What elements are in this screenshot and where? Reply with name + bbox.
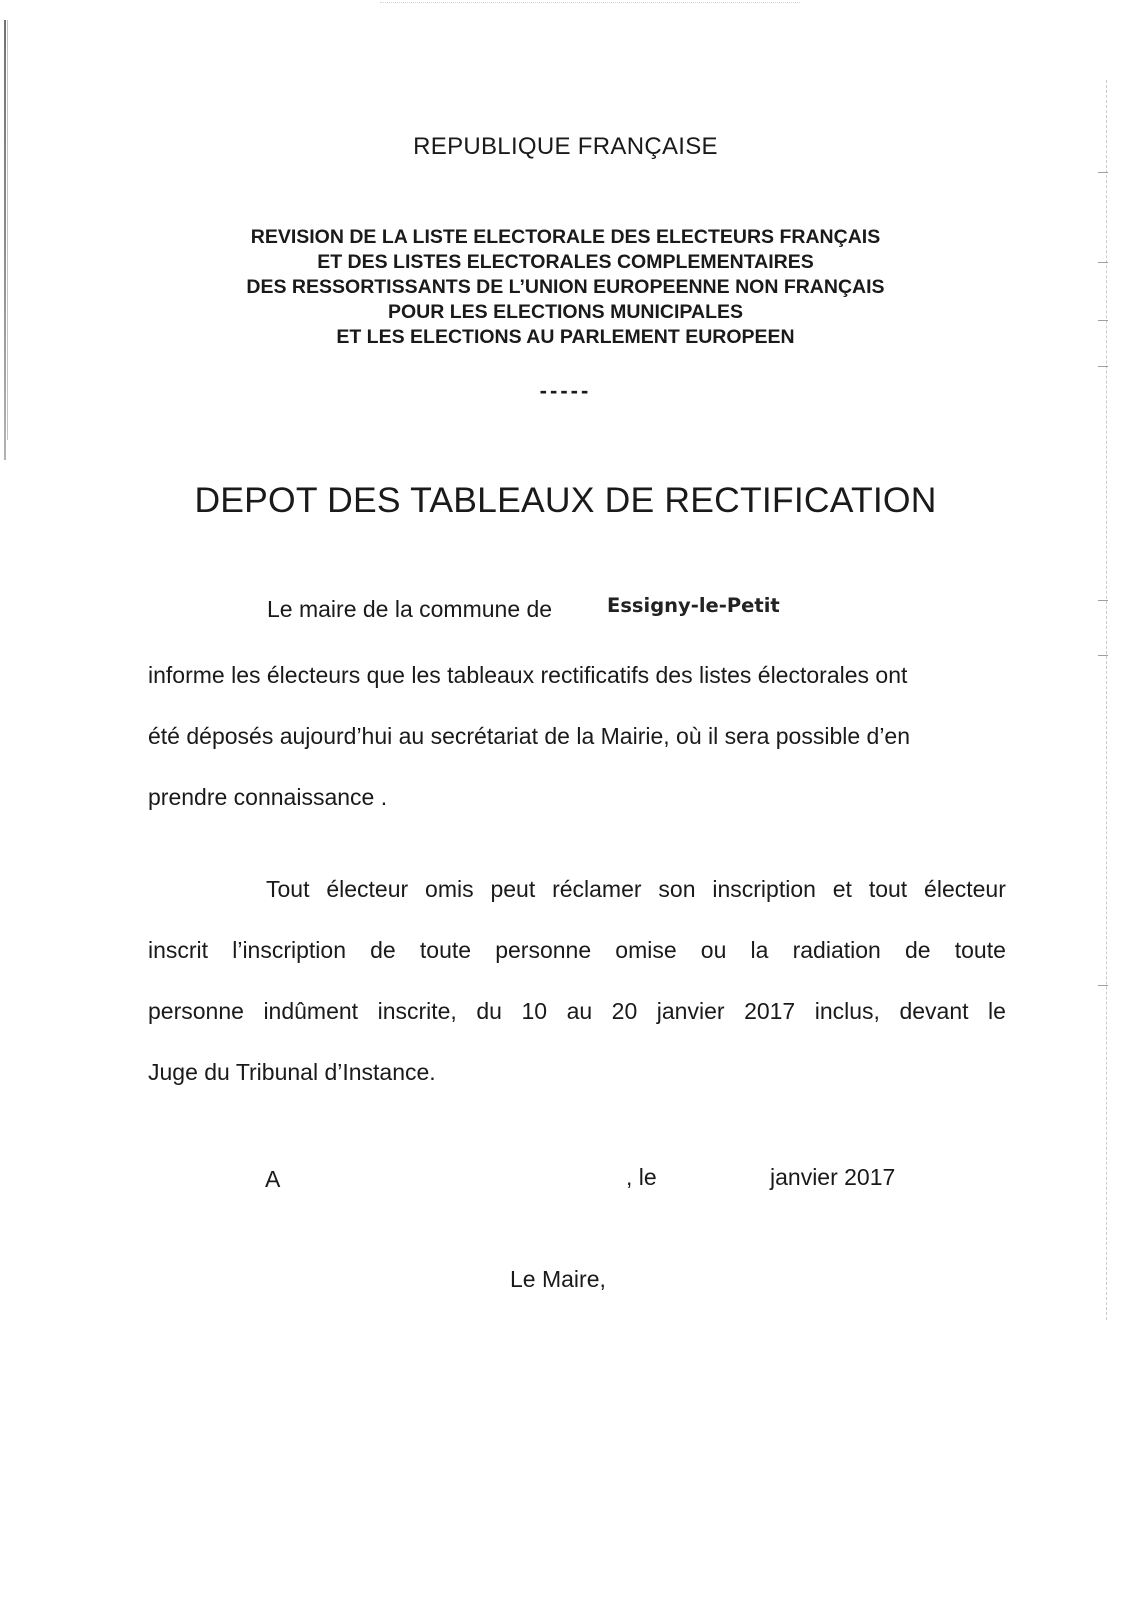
scan-tick: [1098, 655, 1108, 656]
commune-name: Essigny-le-Petit: [607, 594, 780, 617]
date-connector: , le: [626, 1164, 657, 1190]
paragraph-line: inscrit l’inscription de toute personne omise ou la radiation de toute: [148, 937, 1006, 963]
scan-tick: [1098, 172, 1108, 173]
paragraph-line: Tout électeur omis peut réclamer son inscription et tout électeur: [266, 876, 1006, 902]
revision-line: REVISION DE LA LISTE ELECTORALE DES ELECTEURS FRANÇAIS: [250, 226, 881, 248]
revision-line: ET DES LISTES ELECTORALES COMPLEMENTAIRES: [317, 251, 814, 273]
notice-intro: Le maire de la commune de: [267, 596, 553, 622]
revision-line: POUR LES ELECTIONS MUNICIPALES: [388, 301, 743, 323]
document-title: DEPOT DES TABLEAUX DE RECTIFICATION: [194, 480, 937, 520]
notice-paragraph-2: [148, 859, 1006, 1103]
scan-tick: [1098, 985, 1108, 986]
separator: -----: [539, 378, 592, 403]
republique-heading: REPUBLIQUE FRANÇAISE: [413, 133, 718, 160]
paragraph-line: Juge du Tribunal d’Instance.: [148, 1059, 436, 1085]
scan-tick: [1098, 600, 1108, 601]
scan-tick: [1098, 366, 1108, 367]
date-text: janvier 2017: [770, 1164, 896, 1190]
revision-line: ET LES ELECTIONS AU PARLEMENT EUROPEEN: [336, 326, 795, 348]
paragraph-line: personne indûment inscrite, du 10 au 20 janvier 2017 inclus, devant le: [148, 998, 1006, 1024]
paragraph-line: été déposés aujourd’hui au secrétariat de la Mairie, où il sera possible d’en: [148, 723, 911, 749]
notice-paragraph-1: [148, 645, 1006, 828]
scan-edge-top: [380, 2, 800, 4]
paragraph-line: informe les électeurs que les tableaux rectificatifs des listes électorales ont: [148, 662, 908, 688]
place-prefix: A: [265, 1166, 281, 1192]
paragraph-line: prendre connaissance .: [148, 784, 388, 810]
revision-line: DES RESSORTISSANTS DE L’UNION EUROPEENNE NON FRANÇAIS: [246, 276, 885, 298]
revision-heading: [0, 225, 1131, 350]
signature-label: Le Maire,: [510, 1266, 606, 1292]
